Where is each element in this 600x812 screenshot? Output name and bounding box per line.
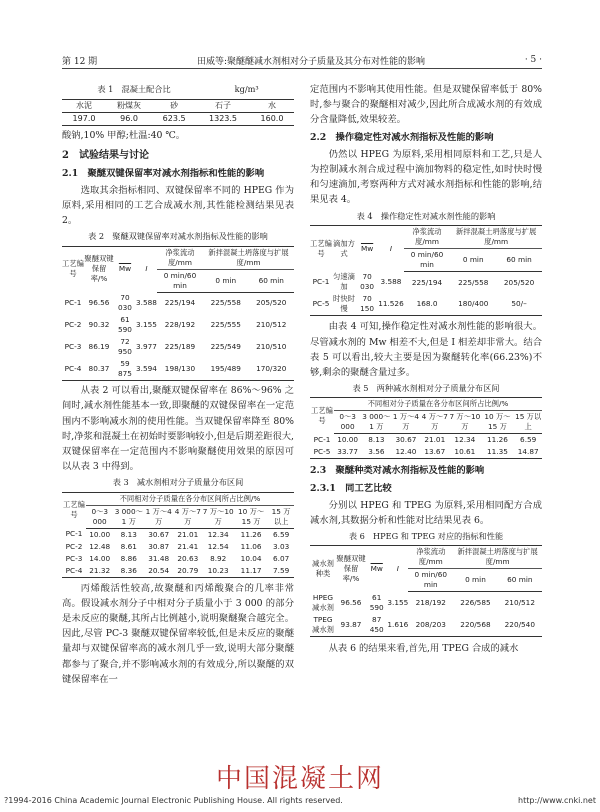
t4-header-0min: 0 min (450, 248, 496, 271)
table1-caption: 表 1 混凝土配合比 (97, 84, 171, 94)
table-cell: PC-3 (64, 342, 82, 352)
paragraph: 由表 4 可知,操作稳定性对减水剂性能的影响很大。尽管减水剂的 Mw 相差不大,但是 I 相差却非常大。结合表 5 可以看出,较大主要是因为聚醚转化率(66.23%)不够,剩余的聚醚含量过多。 (310, 321, 542, 378)
paragraph: 从表 6 的结果来看,首先,用 TPEG 合成的减水 (328, 642, 519, 654)
t6-header-i: I (396, 564, 399, 574)
time-label: 0 min (163, 270, 185, 280)
t2-header-paste: 净浆流动度/mm (157, 246, 203, 269)
table-cell: 11.26 (486, 435, 508, 445)
t4-header-60min: 60 min (496, 248, 542, 271)
table-cell: 11.17 (240, 565, 262, 575)
left-column (62, 82, 294, 687)
t1-header: 水 (250, 100, 294, 113)
t2-header-0min: 0 min (203, 269, 248, 292)
table-cell: 3.594 (135, 364, 157, 374)
table-cell: 12.34 (454, 435, 476, 445)
table-cell: 6.59 (272, 529, 290, 539)
table-cell: 225/555 (210, 320, 241, 330)
t2-header-retention: 聚醚双键保留率/% (84, 254, 114, 284)
table-cell: 14.00 (89, 553, 111, 563)
time-label: 0 min (414, 570, 436, 580)
table-cell: 3.588 (135, 298, 157, 308)
table3 (62, 492, 294, 578)
t1-cell: 623.5 (162, 114, 186, 124)
table-cell: 8.61 (120, 541, 137, 551)
t6-header-retention: 聚醚双键保留率/% (336, 554, 366, 584)
t3-range: 0～3 000 (86, 505, 113, 528)
copyright-footer (0, 792, 600, 808)
table-cell: 21.01 (424, 435, 446, 445)
t4-header-paste: 净浆流动度/mm (404, 225, 451, 248)
t5-range: 3 000～1 万 (361, 411, 391, 434)
t5-range: 7 万～10 万 (449, 411, 480, 434)
t2-header-i: I (145, 264, 148, 274)
t4-header-id: 工艺编号 (310, 238, 332, 258)
table-cell: 3.56 (368, 447, 385, 457)
table-cell: 33.77 (337, 447, 359, 457)
table-cell: 218/192 (415, 598, 446, 608)
running-header (62, 52, 542, 68)
table-cell: PC-5 (313, 447, 331, 457)
table-cell: 225/558 (458, 277, 489, 287)
table-cell: 210/510 (256, 342, 287, 352)
t3-range: 7 万～10 万 (202, 505, 234, 528)
table-row (310, 592, 542, 614)
table-cell: 30.67 (395, 435, 417, 445)
table-cell: 11.26 (240, 529, 262, 539)
table-cell: 7.59 (272, 565, 290, 575)
table-cell: 12.40 (395, 447, 417, 457)
t1-header: 水泥 (62, 100, 106, 113)
t5-range: 15 万以上 (514, 411, 542, 434)
table-cell: PC-1 (312, 277, 330, 287)
table-cell: 21.32 (89, 565, 111, 575)
table-cell: 3.155 (387, 597, 409, 607)
t3-range: 4 万～7 万 (173, 505, 202, 528)
table-cell: 90.32 (88, 320, 110, 330)
table-cell: 10.00 (337, 435, 359, 445)
table-cell: 225/194 (164, 298, 196, 308)
table-cell: 8.36 (120, 565, 137, 575)
table-row (62, 358, 294, 381)
t1-cell: 1323.5 (209, 114, 238, 124)
table2 (62, 246, 294, 382)
table-row (310, 293, 542, 316)
table-cell: 匀速滴加 (333, 272, 355, 292)
table-cell: 13.67 (424, 447, 446, 457)
t4-header-mw: $\overline{Mw}$ (360, 243, 374, 253)
table6 (310, 545, 542, 637)
table-cell: PC-3 (65, 553, 83, 563)
table-cell: PC-4 (64, 364, 82, 374)
paragraph: 酸钠,10% 甲醇;杜温:40 ℃。 (62, 130, 186, 142)
table-cell: 205/520 (256, 298, 287, 308)
table5-caption: 表 5 两种减水剂相对分子质量分布区间 (352, 383, 500, 394)
paragraph: 从表 2 可以看出,聚醚双键保留率在 86%～96% 之间时,减水剂性能基本一致,即聚醚的双键保留率在一定范围内不影响减水剂的使用性能。当双键保留率降至 80% 时,净浆和混凝土在初始时要影响较小,但是后期差距很大,双键保留率在一定范围内不影响聚醚使用效果的原因可以从表 3 中得到。 (62, 385, 294, 473)
table-cell: 10.04 (240, 553, 262, 563)
t5-range: 0～3 000 (334, 411, 361, 434)
header-rule (62, 68, 542, 69)
paragraph: 仍然以 HPEG 为原料,采用相同原料和工艺,只是人为控制减水剂合成过程中滴加物料的稳定性,如时快时慢和匀速滴加,考察两种方式对减水剂指标和性能的影响,结果见表 4。 (310, 148, 542, 206)
table-cell: PC-5 (312, 299, 330, 309)
table-cell: 225/558 (210, 298, 241, 308)
t1-cell: 96.0 (120, 114, 138, 124)
table-cell: 10.61 (454, 447, 476, 457)
t2-header-paste-time: 0 min/60 min (157, 269, 203, 292)
table-cell: 225/194 (411, 277, 443, 287)
t4-header-paste-time: 0 min/60 min (404, 248, 451, 271)
table-row (62, 541, 294, 553)
table-cell: 210/512 (504, 598, 535, 608)
table-cell: 12.34 (207, 529, 229, 539)
t6-header-0min: 0 min (453, 569, 497, 592)
paragraph: 丙烯酸活性较高,故聚醚和丙烯酸聚合的几率非常高。假设减水剂分子中相对分子质量小于 3 000 的部分是未反应的聚醚,其所占比例越小,说明聚醚聚合越完全。因此,尽管 PC-3 聚醚双键保留率较低,但是未反应的聚醚量却与双键保留率高的减水剂几乎一致,说明大部分聚醚都参与了聚合,并不影响减水剂的有效成分,所以聚醚的双键保留率在一 (62, 582, 294, 685)
t1-cell: 160.0 (260, 114, 284, 124)
t4-header-i: I (389, 243, 393, 253)
paragraph: 分别以 HPEG 和 TPEG 为原料,采用相同配方合成减水剂,其数据分析和性能对比结果见表 6。 (310, 499, 542, 526)
table-cell: 20.63 (177, 553, 199, 563)
table-cell: 96.56 (88, 298, 110, 308)
table-cell: 12.48 (89, 541, 111, 551)
time-label: 0 min (410, 249, 432, 259)
table-cell: 10.23 (207, 565, 229, 575)
subsection-heading: 2.3 聚醚种类对减水剂指标及性能的影响 (310, 465, 485, 477)
t4-header-slump: 新拌混凝土坍落度与扩展度/mm (450, 225, 542, 248)
table-cell: 6.59 (520, 435, 537, 445)
table-cell: 70 030 (118, 293, 132, 313)
table-row (62, 314, 294, 336)
time-label: 60 min (420, 249, 444, 269)
table-cell: 8.13 (368, 435, 385, 445)
table2-caption: 表 2 聚醚双键保留率对减水剂指标及性能的影响 (88, 231, 268, 242)
table-row (310, 434, 542, 447)
table-row (310, 271, 542, 293)
table5 (310, 397, 542, 459)
table3-caption: 表 3 减水剂相对分子质量分布区间 (112, 477, 244, 488)
time-label: 60 min (173, 270, 197, 290)
table-cell: PC-2 (65, 541, 83, 551)
t1-header: 粉煤灰 (106, 100, 152, 113)
t5-range: 4 万～7 万 (420, 411, 449, 434)
t3-range: 10 万～15 万 (234, 505, 268, 528)
table-cell: PC-1 (65, 529, 83, 539)
t2-header-id: 工艺编号 (62, 259, 84, 279)
t5-header-group: 不同相对分子质量在各分布区间所占比例/% (334, 398, 542, 411)
table-cell: 61 590 (118, 315, 132, 335)
table-cell: 11.35 (486, 447, 508, 457)
t4-header-mode: 滴加方式 (333, 238, 355, 258)
site-watermark: 中国混凝土网 (215, 764, 384, 794)
table-cell: 3.03 (272, 541, 290, 551)
table-cell: 70 030 (360, 272, 375, 292)
cnki-link[interactable]: http://www.cnki.net (518, 795, 596, 805)
subsection-heading: 2.3.1 同工艺比较 (310, 482, 392, 494)
subsection-heading: 2.2 操作稳定性对减水剂指标及性能的影响 (310, 131, 494, 143)
table-cell: HPEG 减水剂 (312, 592, 334, 612)
t1-header: 石子 (196, 100, 250, 113)
table-cell: 11.526 (378, 299, 404, 309)
table-row (310, 614, 542, 637)
table-cell: 228/192 (164, 320, 196, 330)
table-cell: 226/585 (460, 598, 491, 608)
table-cell: 87 450 (369, 614, 384, 634)
t2-header-60min: 60 min (249, 269, 294, 292)
table-cell: 198/130 (164, 364, 196, 374)
table-cell: PC-4 (65, 565, 83, 575)
table-row (62, 565, 294, 578)
table1-block (62, 82, 294, 126)
t5-header-id: 工艺编号 (311, 406, 333, 426)
table-row (310, 446, 542, 459)
paragraph: 定范围内不影响其使用性能。但是双键保留率低于 80% 时,参与聚合的聚醚相对减少,因此所合成减水剂的有效成分含量降低,效果较差。 (310, 84, 542, 126)
table-cell: 时快时慢 (333, 294, 355, 314)
subsection-heading: 2.1 聚醚双键保留率对减水剂指标和性能的影响 (62, 167, 265, 179)
table-cell: 86.19 (88, 342, 110, 352)
table-cell: 168.0 (416, 299, 438, 309)
table-cell: 12.54 (207, 541, 229, 551)
table-cell: 72 950 (118, 337, 132, 357)
table-cell: 3.588 (380, 277, 402, 287)
table4-caption: 表 4 操作稳定性对减水剂性能的影响 (356, 210, 496, 221)
table-cell: 210/512 (256, 320, 287, 330)
paragraph: 选取其余指标相同、双键保留率不同的 HPEG 作为原料,采用相同的工艺合成减水剂,其性能检测结果见表 2。 (62, 184, 294, 227)
t3-header-id: 工艺编号 (63, 500, 85, 520)
table-cell: 8.86 (120, 553, 137, 563)
running-title: 田威等:聚醚醚减水剂相对分子质量及其分布对性能的影响 (196, 56, 426, 67)
issue-number: 第 12 期 (62, 56, 98, 67)
table-cell: 31.48 (148, 553, 170, 563)
table-cell: 20.79 (177, 565, 199, 575)
time-label: 60 min (423, 570, 448, 590)
t3-range: 1 万～4 万 (144, 505, 173, 528)
table-cell: 205/520 (503, 277, 535, 287)
copyright-text: ?1994-2016 China Academic Journal Electronic Publishing House. All rights reserved. (4, 795, 343, 805)
table-cell: 225/549 (210, 342, 241, 352)
table-cell: 20.54 (148, 565, 170, 575)
table-cell: 80.37 (88, 364, 110, 374)
table-cell: 180/400 (458, 299, 489, 309)
table-cell: 8.92 (210, 553, 227, 563)
t3-header-group: 不同相对分子质量在各分布区间所占比例/% (86, 492, 294, 505)
table-row (62, 336, 294, 358)
t6-header-mw: $\overline{Mw}$ (370, 564, 383, 574)
table-cell: 21.41 (177, 541, 199, 551)
table-cell: 220/568 (460, 619, 491, 629)
page-number: · 5 · (524, 55, 542, 65)
table-cell: 11.06 (240, 541, 262, 551)
table-cell: 30.67 (148, 529, 170, 539)
t6-header-kind: 减水剂种类 (312, 559, 334, 579)
t5-range: 1 万～4 万 (391, 411, 420, 434)
table-cell: PC-1 (64, 298, 82, 308)
table-cell: 21.01 (177, 529, 199, 539)
table-cell: 3.977 (135, 342, 157, 352)
table4 (310, 225, 542, 317)
t2-header-slump: 新拌混凝土坍落度与扩展度/mm (203, 246, 294, 269)
t6-header-paste: 净浆流动度/mm (408, 546, 453, 569)
table-cell: 30.87 (148, 541, 170, 551)
table6-caption: 表 6 HPEG 和 TPEG 对应的指标和性能 (348, 531, 504, 542)
table-cell: 208/203 (415, 619, 446, 629)
section-heading: 2 试验结果与讨论 (62, 150, 149, 162)
table-cell: 93.87 (340, 619, 362, 629)
table-cell: 70 150 (360, 294, 375, 314)
table-cell: 195/489 (210, 364, 241, 374)
t3-range: 3 000～1 万 (113, 505, 144, 528)
table-cell: PC-2 (64, 320, 82, 330)
table-cell: TPEG 减水剂 (312, 614, 334, 634)
t5-range: 10 万～15 万 (481, 411, 515, 434)
t1-cell: 197.0 (72, 114, 96, 124)
table1 (62, 99, 294, 126)
table-cell: 61 590 (369, 592, 384, 612)
t2-header-mw: $\overline{Mw}$ (118, 264, 132, 274)
table-row (62, 292, 294, 314)
table-cell: 59 875 (118, 359, 132, 379)
t3-range: 15 万以上 (268, 505, 294, 528)
table-cell: PC-1 (313, 435, 331, 445)
table-cell: 6.07 (272, 553, 290, 563)
table-cell: 8.13 (120, 529, 137, 539)
table-cell: 225/189 (164, 342, 196, 352)
table-cell: 170/320 (256, 364, 287, 374)
t6-header-slump: 新拌混凝土坍落度与扩展度/mm (453, 546, 542, 569)
right-column (310, 82, 542, 656)
table-cell: 3.155 (135, 320, 157, 330)
t6-header-paste-time: 0 min/60 min (408, 569, 453, 592)
table-cell: 220/540 (504, 619, 535, 629)
table-row (62, 528, 294, 541)
t1-header: 砂 (152, 100, 196, 113)
table-cell: 10.00 (89, 529, 111, 539)
table-cell: 14.87 (517, 447, 539, 457)
table1-unit: kg/m³ (234, 84, 259, 94)
table-row (62, 553, 294, 565)
t6-header-60min: 60 min (498, 569, 542, 592)
table-cell: 96.56 (340, 597, 362, 607)
table-cell: 1.616 (387, 619, 409, 629)
table-cell: 50/– (511, 299, 527, 309)
table-row (62, 113, 294, 126)
